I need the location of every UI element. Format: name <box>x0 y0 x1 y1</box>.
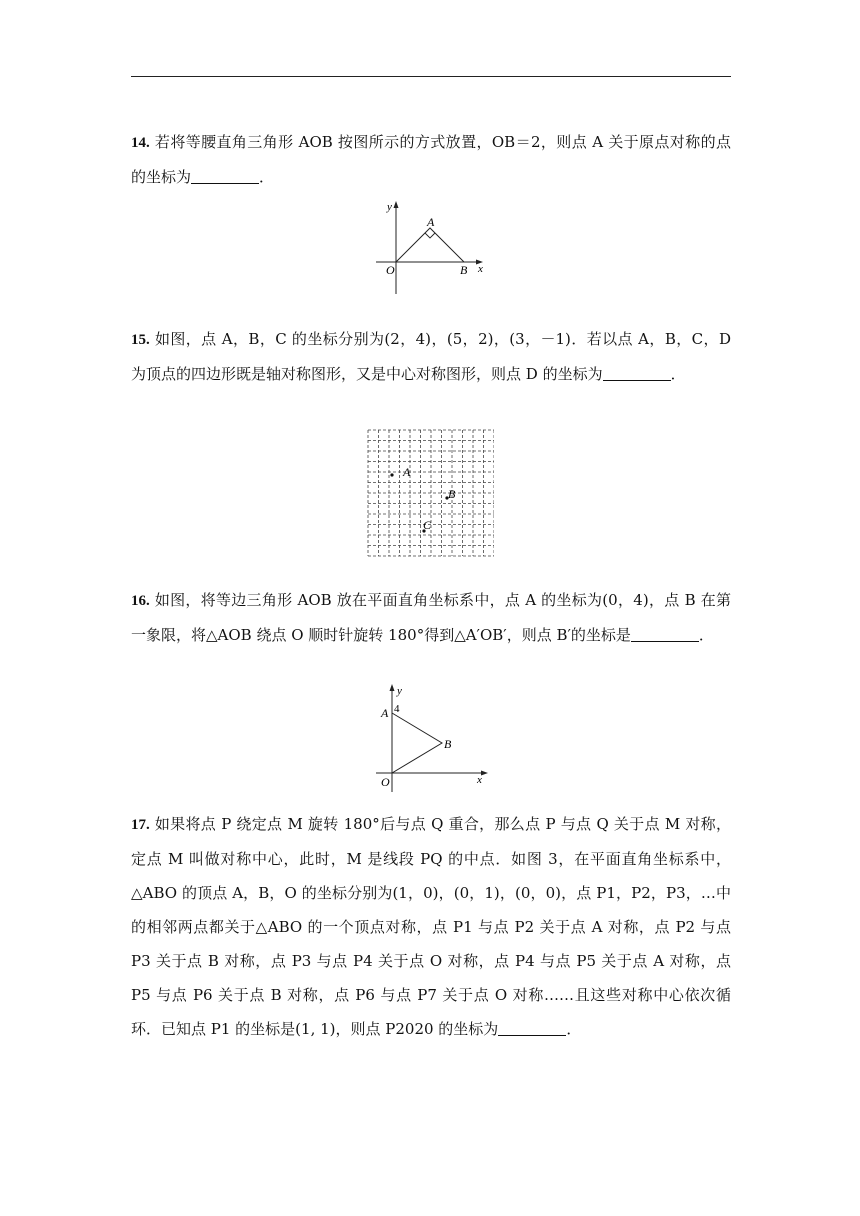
origin-label: O <box>386 263 395 277</box>
question-text: 如图，将等边三角形 AOB 放在平面直角坐标系中，点 A 的坐标为(0，4)，点 B 在第一象限，将△AOB 绕点 O 顺时针旋转 180°得到△A′OB′，则点 B′的坐标是 <box>131 591 731 644</box>
header-rule <box>131 76 731 77</box>
point-b-label: B <box>448 487 456 501</box>
x-axis-arrow <box>481 771 488 776</box>
question-17 <box>131 807 731 1046</box>
y-axis-arrow <box>394 201 399 208</box>
question-number: 14. <box>131 135 150 151</box>
y-axis-arrow <box>390 684 395 691</box>
figure-16 <box>366 680 496 795</box>
question-16 <box>131 583 731 652</box>
y-label: y <box>387 201 392 213</box>
question-end: ． <box>698 626 714 644</box>
tick-4-label: 4 <box>394 703 400 715</box>
answer-blank[interactable] <box>603 366 671 381</box>
question-text: 如图，点 A，B，C 的坐标分别为(2，4)，(5，2)，(3，－1)．若以点 A，B，C，D 为顶点的四边形既是轴对称图形，又是中心对称图形，则点 D 的坐标为 <box>131 330 731 383</box>
point-a-label: A <box>403 465 411 479</box>
question-text: 如果将点 P 绕定点 M 旋转 180°后与点 Q 重合，那么点 P 与点 Q 关于点 M 对称，定点 M 叫做对称中心，此时，M 是线段 PQ 的中点．如图 3，在平面直角坐标系中，△ABO 的顶点 A，B，O 的坐标分别为(1，0)，(0，1)，(0，0)，点 P1，P2，P3，…中的相邻两点都关于△ABO 的一个顶点对称，点 P1 与点 P2 关于点 A 对称，点 P2 与点 P3 关于点 B 对称，点 P3 与点 P4 关于点 O 对称，点 P4 与点 P5 关于点 A 对称，点 P5 与点 P6 关于点 B 对称，点 P6 与点 P7 关于点 O 对称……且这些对称中心依次循环．已知点 P1 的坐标是(1, 1)，则点 P2020 的坐标为 <box>131 815 731 1038</box>
point-a-label: A <box>427 215 435 229</box>
triangle-aob <box>396 228 464 262</box>
point-c-label: C <box>423 518 432 532</box>
question-number: 16. <box>131 593 150 609</box>
answer-blank[interactable] <box>498 1021 566 1036</box>
figure-14 <box>370 198 490 298</box>
question-15 <box>131 322 731 391</box>
point-b-label: B <box>444 737 452 751</box>
answer-blank[interactable] <box>631 627 699 642</box>
point-b-label: B <box>460 263 468 277</box>
question-end: ． <box>670 365 686 383</box>
point-a <box>390 473 393 476</box>
question-number: 17. <box>131 817 150 833</box>
origin-label: O <box>381 775 390 789</box>
question-end: ． <box>259 168 275 186</box>
answer-blank[interactable] <box>191 169 259 184</box>
right-angle-mark <box>425 233 435 238</box>
point-a-label: A <box>381 706 389 720</box>
dashed-grid <box>368 430 494 556</box>
question-number: 15. <box>131 332 150 348</box>
question-text: 若将等腰直角三角形 AOB 按图所示的方式放置，OB＝2，则点 A 关于原点对称的点的坐标为 <box>131 133 731 186</box>
x-label: x <box>478 263 483 275</box>
figure-15-grid <box>366 428 494 558</box>
y-label: y <box>397 685 402 697</box>
question-14 <box>131 125 731 194</box>
triangle-aob <box>392 713 442 773</box>
question-end: ． <box>566 1020 582 1038</box>
x-label: x <box>477 774 482 786</box>
